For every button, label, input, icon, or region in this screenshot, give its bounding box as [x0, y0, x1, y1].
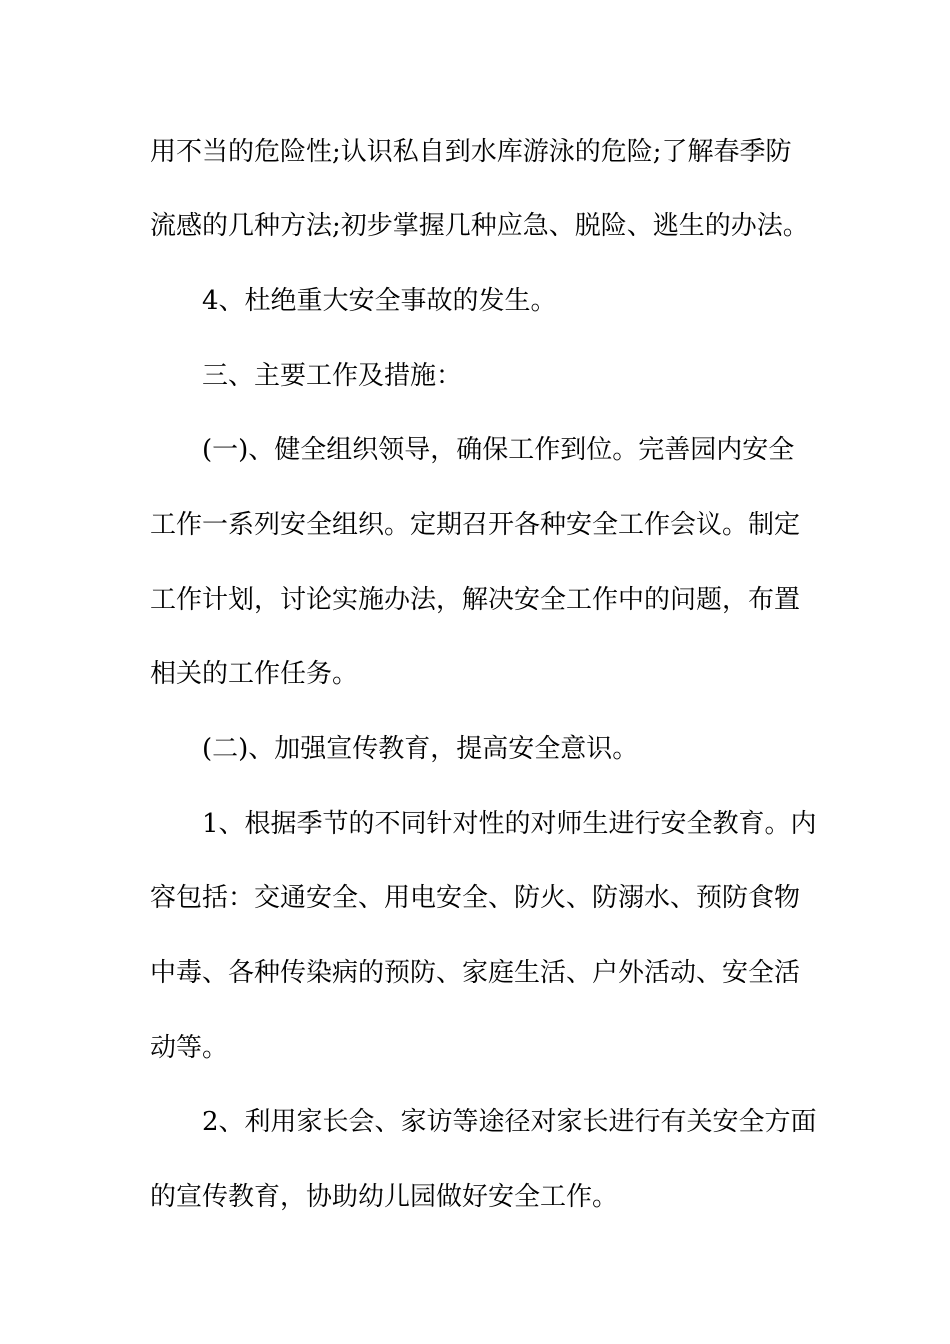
- body-text-line: 动等。: [150, 1033, 229, 1063]
- body-text-line: 工作计划，讨论实施办法，解决安全工作中的问题，布置: [150, 585, 801, 615]
- list-item-2: 2、利用家长会、家访等途径对家长进行有关安全方面: [202, 1107, 817, 1137]
- body-text-line: 工作一系列安全组织。定期召开各种安全工作会议。制定: [150, 510, 801, 540]
- subsection-heading-1: (一)、健全组织领导，确保工作到位。完善园内安全: [202, 435, 795, 465]
- body-text-line: 用不当的危险性;认识私自到水库游泳的危险;了解春季防: [150, 137, 792, 167]
- subsection-heading-2: (二)、加强宣传教育，提高安全意识。: [202, 734, 639, 764]
- body-text-line: 中毒、各种传染病的预防、家庭生活、户外活动、安全活: [150, 958, 801, 988]
- list-item-4: 4、杜绝重大安全事故的发生。: [202, 286, 557, 316]
- body-text-line: 的宣传教育，协助幼儿园做好安全工作。: [150, 1182, 619, 1212]
- body-text-line: 相关的工作任务。: [150, 659, 359, 689]
- body-text-line: 流感的几种方法;初步掌握几种应急、脱险、逃生的办法。: [150, 211, 809, 241]
- list-item-1: 1、根据季节的不同针对性的对师生进行安全教育。内: [202, 809, 817, 839]
- body-text-line: 容包括：交通安全、用电安全、防火、防溺水、预防食物: [150, 883, 801, 913]
- section-heading-3: 三、主要工作及措施：: [202, 361, 463, 391]
